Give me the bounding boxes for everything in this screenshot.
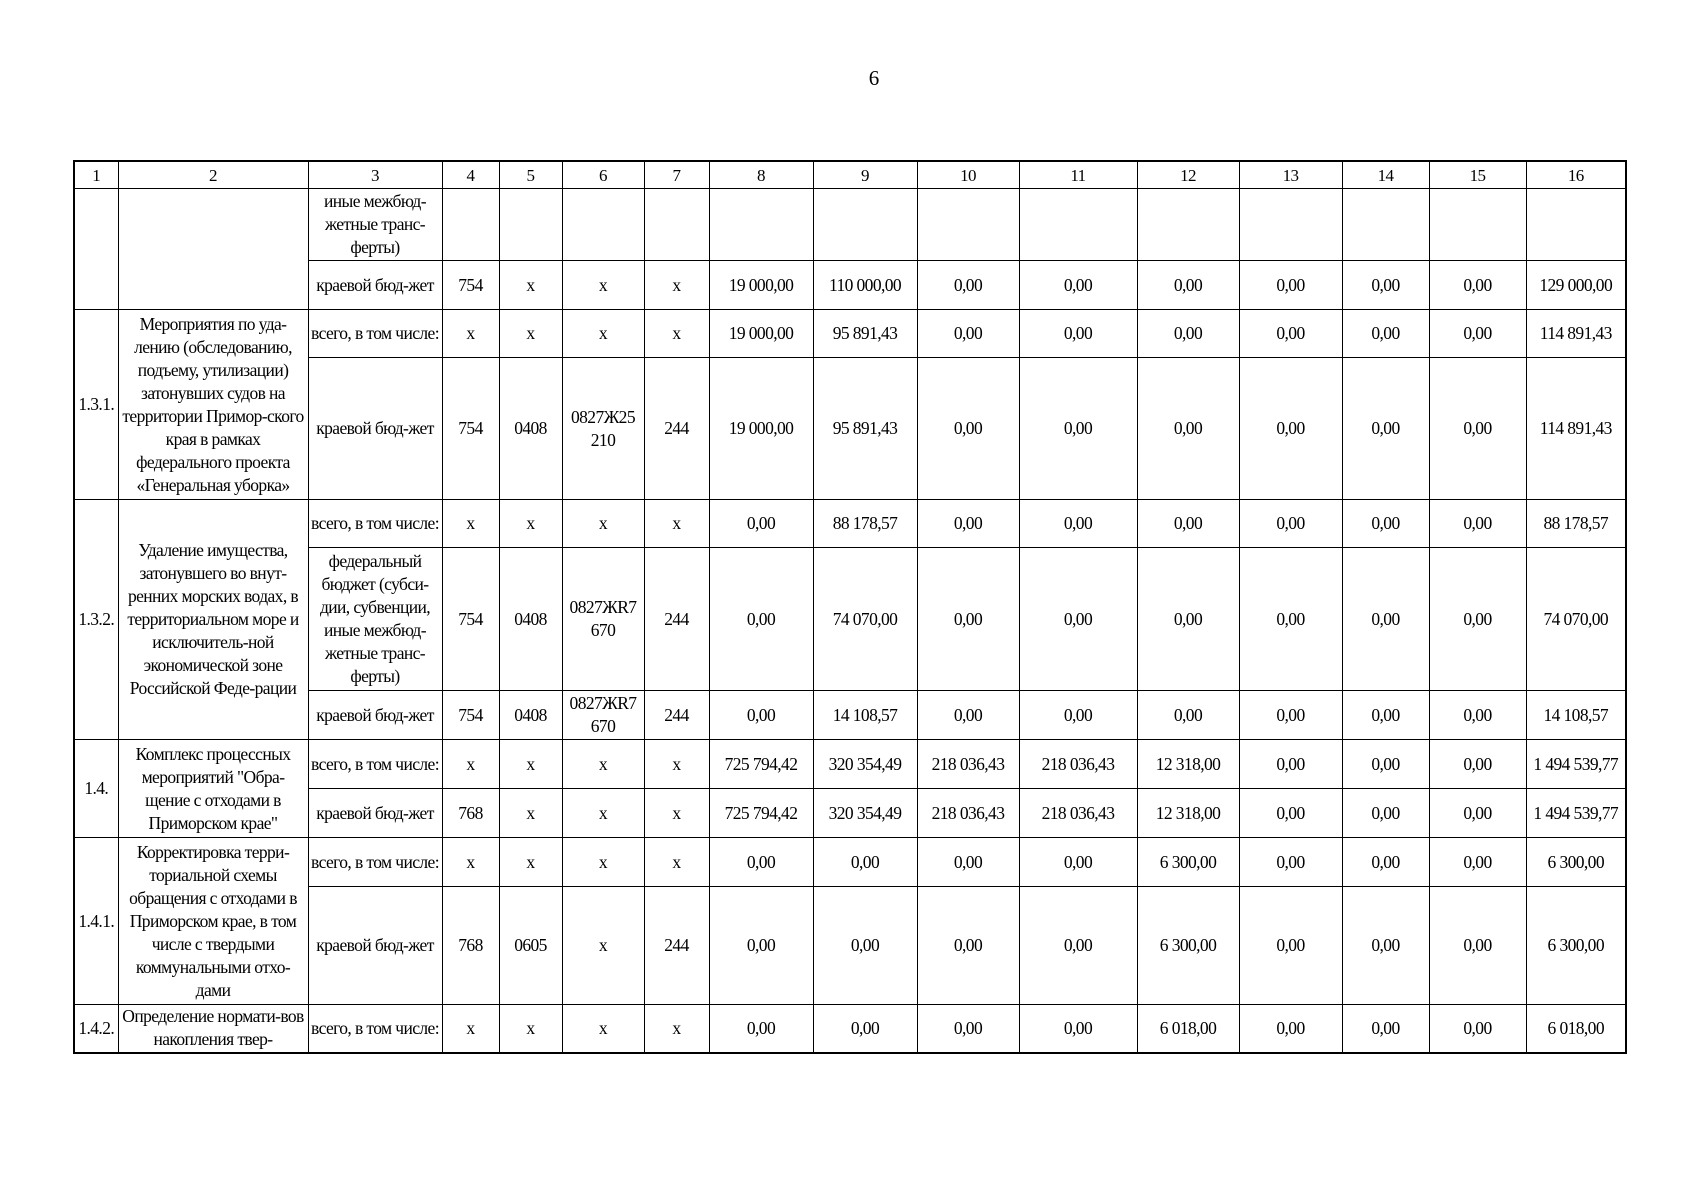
amount-cell: 0,00 (813, 887, 917, 1005)
amount-cell: 0,00 (1342, 500, 1429, 548)
cell-c7: 244 (644, 691, 709, 740)
amount-cell: 0,00 (1019, 691, 1137, 740)
item-name: Удаление имущества, затонувшего во внут-ренних морских водах, в территориальном море и исключитель-ной экономической зоне Российской Феде-рации (118, 500, 308, 740)
col-header: 3 (308, 161, 442, 189)
amount-cell: 6 018,00 (1137, 1005, 1239, 1053)
amount-cell: 110 000,00 (813, 261, 917, 310)
cell-c7: 244 (644, 548, 709, 691)
amount-cell: 114 891,43 (1526, 358, 1626, 500)
amount-cell: 14 108,57 (813, 691, 917, 740)
funding-source: краевой бюд-жет (308, 358, 442, 500)
amount-cell: 95 891,43 (813, 310, 917, 358)
amount-cell: 0,00 (917, 261, 1019, 310)
cell-c5: х (499, 261, 562, 310)
cell-c6: х (562, 740, 644, 789)
amount-cell: 218 036,43 (917, 740, 1019, 789)
cell-c6: х (562, 838, 644, 887)
amount-cell: 0,00 (1137, 548, 1239, 691)
cell-c7: х (644, 310, 709, 358)
amount-cell: 0,00 (1429, 887, 1526, 1005)
amount-cell: 0,00 (1137, 358, 1239, 500)
cell-c5: 0605 (499, 887, 562, 1005)
amount-cell: 0,00 (1239, 261, 1342, 310)
col-header: 11 (1019, 161, 1137, 189)
cell-c5: х (499, 838, 562, 887)
cell-c6: 0827Ж25 210 (562, 358, 644, 500)
amount-cell: 0,00 (1239, 500, 1342, 548)
cell-c5: х (499, 500, 562, 548)
item-number: 1.3.1. (74, 310, 118, 500)
budget-table (73, 160, 1627, 1054)
cell-c4: 768 (442, 887, 499, 1005)
cell-c4: 754 (442, 261, 499, 310)
amount-cell: 19 000,00 (709, 358, 813, 500)
amount-cell: 0,00 (1342, 310, 1429, 358)
col-header: 12 (1137, 161, 1239, 189)
cell-c5: х (499, 310, 562, 358)
cell-c4: 754 (442, 691, 499, 740)
cell-c7: х (644, 1005, 709, 1053)
item-number: 1.4.2. (74, 1005, 118, 1053)
cell-c5: 0408 (499, 548, 562, 691)
amount-cell: 0,00 (917, 310, 1019, 358)
amount-cell: 19 000,00 (709, 261, 813, 310)
cell-c5: х (499, 789, 562, 838)
cell-c6: х (562, 310, 644, 358)
amount-cell: 0,00 (1342, 887, 1429, 1005)
amount-cell: 95 891,43 (813, 358, 917, 500)
amount-cell: 6 300,00 (1137, 887, 1239, 1005)
cell-c4: 754 (442, 358, 499, 500)
amount-cell: 0,00 (709, 887, 813, 1005)
amount-cell: 129 000,00 (1526, 261, 1626, 310)
col-header: 7 (644, 161, 709, 189)
funding-source: всего, в том числе: (308, 838, 442, 887)
amount-cell: 6 300,00 (1526, 887, 1626, 1005)
cell-c7: х (644, 838, 709, 887)
cell-c6: х (562, 1005, 644, 1053)
funding-source: всего, в том числе: (308, 500, 442, 548)
amount-cell: 0,00 (709, 691, 813, 740)
amount-cell: 0,00 (917, 1005, 1019, 1053)
amount-cell: 0,00 (1239, 887, 1342, 1005)
table-row (74, 740, 1626, 789)
col-header: 10 (917, 161, 1019, 189)
col-header: 5 (499, 161, 562, 189)
amount-cell: 0,00 (1019, 1005, 1137, 1053)
table-row (74, 1005, 1626, 1053)
amount-cell: 0,00 (1342, 691, 1429, 740)
amount-cell: 218 036,43 (1019, 740, 1137, 789)
amount-cell: 0,00 (1342, 1005, 1429, 1053)
amount-cell: 0,00 (1019, 548, 1137, 691)
amount-cell: 0,00 (1342, 261, 1429, 310)
amount-cell: 1 494 539,77 (1526, 740, 1626, 789)
cell-c4: х (442, 310, 499, 358)
col-header: 4 (442, 161, 499, 189)
col-header: 8 (709, 161, 813, 189)
amount-cell: 74 070,00 (1526, 548, 1626, 691)
amount-cell: 0,00 (1429, 740, 1526, 789)
funding-source: всего, в том числе: (308, 740, 442, 789)
funding-source: всего, в том числе: (308, 310, 442, 358)
amount-cell: 0,00 (1239, 740, 1342, 789)
amount-cell: 12 318,00 (1137, 789, 1239, 838)
amount-cell: 0,00 (917, 838, 1019, 887)
amount-cell: 218 036,43 (917, 789, 1019, 838)
funding-source: краевой бюд-жет (308, 789, 442, 838)
amount-cell: 0,00 (917, 358, 1019, 500)
cell-c7: х (644, 740, 709, 789)
cell-c7: 244 (644, 358, 709, 500)
amount-cell: 0,00 (1429, 691, 1526, 740)
amount-cell: 0,00 (1429, 1005, 1526, 1053)
cell-c6: х (562, 500, 644, 548)
item-name (118, 189, 308, 310)
amount-cell: 0,00 (1429, 310, 1526, 358)
col-header: 16 (1526, 161, 1626, 189)
item-number: 1.4. (74, 740, 118, 838)
amount-cell: 114 891,43 (1526, 310, 1626, 358)
col-header: 15 (1429, 161, 1526, 189)
amount-cell: 0,00 (1239, 548, 1342, 691)
cell-c6: х (562, 261, 644, 310)
amount-cell: 0,00 (709, 548, 813, 691)
funding-source: всего, в том числе: (308, 1005, 442, 1053)
amount-cell: 0,00 (709, 500, 813, 548)
cell-c7: 244 (644, 887, 709, 1005)
amount-cell: 0,00 (1239, 358, 1342, 500)
amount-cell: 0,00 (1137, 261, 1239, 310)
col-header: 9 (813, 161, 917, 189)
cell-c4: 768 (442, 789, 499, 838)
cell-c4: х (442, 838, 499, 887)
col-header: 1 (74, 161, 118, 189)
cell-c6: х (562, 789, 644, 838)
amount-cell: 0,00 (917, 500, 1019, 548)
funding-source: краевой бюд-жет (308, 887, 442, 1005)
amount-cell: 725 794,42 (709, 789, 813, 838)
col-header: 6 (562, 161, 644, 189)
table-row (74, 189, 1626, 261)
cell-c7: х (644, 789, 709, 838)
amount-cell: 0,00 (917, 691, 1019, 740)
table-row (74, 838, 1626, 887)
col-header: 14 (1342, 161, 1429, 189)
cell-c6: х (562, 887, 644, 1005)
amount-cell: 0,00 (1019, 887, 1137, 1005)
item-name: Корректировка терри-ториальной схемы обращения с отходами в Приморском крае, в том числе с твердыми коммунальными отхо-дами (118, 838, 308, 1005)
amount-cell: 725 794,42 (709, 740, 813, 789)
cell-c5: х (499, 1005, 562, 1053)
cell-c7: х (644, 500, 709, 548)
page-number: 6 (868, 66, 880, 90)
item-number: 1.4.1. (74, 838, 118, 1005)
amount-cell: 1 494 539,77 (1526, 789, 1626, 838)
amount-cell: 218 036,43 (1019, 789, 1137, 838)
amount-cell: 6 300,00 (1137, 838, 1239, 887)
amount-cell: 14 108,57 (1526, 691, 1626, 740)
amount-cell: 0,00 (1429, 548, 1526, 691)
cell-c5: х (499, 740, 562, 789)
amount-cell: 0,00 (709, 1005, 813, 1053)
funding-source: федеральный бюджет (субси-дии, субвенции, иные межбюд-жетные транс-ферты) (308, 548, 442, 691)
cell-c5: 0408 (499, 691, 562, 740)
amount-cell: 0,00 (1019, 838, 1137, 887)
item-number: 1.3.2. (74, 500, 118, 740)
amount-cell: 0,00 (1019, 261, 1137, 310)
item-name: Мероприятия по уда-лению (обследованию, подъему, утилизации) затонувших судов на территории Примор-ского края в рамках федерального проекта «Генеральная уборка» (118, 310, 308, 500)
amount-cell: 0,00 (1019, 310, 1137, 358)
amount-cell: 88 178,57 (813, 500, 917, 548)
amount-cell: 0,00 (1239, 838, 1342, 887)
cell-c4: 754 (442, 548, 499, 691)
amount-cell: 0,00 (1342, 838, 1429, 887)
amount-cell: 12 318,00 (1137, 740, 1239, 789)
amount-cell: 0,00 (1342, 740, 1429, 789)
amount-cell: 0,00 (1342, 548, 1429, 691)
amount-cell: 0,00 (813, 838, 917, 887)
header-row (74, 161, 1626, 189)
amount-cell: 0,00 (1137, 691, 1239, 740)
item-name: Комплекс процессных мероприятий "Обра-щение с отходами в Приморском крае" (118, 740, 308, 838)
amount-cell: 0,00 (1342, 789, 1429, 838)
amount-cell: 0,00 (1429, 261, 1526, 310)
table-row (74, 500, 1626, 548)
amount-cell: 0,00 (1019, 500, 1137, 548)
col-header: 13 (1239, 161, 1342, 189)
amount-cell: 6 018,00 (1526, 1005, 1626, 1053)
amount-cell: 0,00 (917, 887, 1019, 1005)
funding-source: краевой бюд-жет (308, 691, 442, 740)
amount-cell: 0,00 (1239, 691, 1342, 740)
amount-cell: 0,00 (1137, 500, 1239, 548)
amount-cell: 0,00 (1429, 500, 1526, 548)
table-row (74, 310, 1626, 358)
amount-cell: 320 354,49 (813, 740, 917, 789)
item-number (74, 189, 118, 310)
amount-cell: 0,00 (1019, 358, 1137, 500)
amount-cell: 0,00 (1239, 310, 1342, 358)
cell-c7: х (644, 261, 709, 310)
amount-cell: 0,00 (709, 838, 813, 887)
amount-cell: 0,00 (1239, 1005, 1342, 1053)
item-name: Определение нормати-вов накопления твер- (118, 1005, 308, 1053)
cell-c6: 0827ЖR7 670 (562, 691, 644, 740)
cell-c4: х (442, 1005, 499, 1053)
amount-cell: 0,00 (1429, 838, 1526, 887)
col-header: 2 (118, 161, 308, 189)
amount-cell: 88 178,57 (1526, 500, 1626, 548)
cell-c5: 0408 (499, 358, 562, 500)
amount-cell: 6 300,00 (1526, 838, 1626, 887)
funding-source: краевой бюд-жет (308, 261, 442, 310)
amount-cell: 320 354,49 (813, 789, 917, 838)
cell-c6: 0827ЖR7 670 (562, 548, 644, 691)
amount-cell: 0,00 (1239, 789, 1342, 838)
cell-c4: х (442, 500, 499, 548)
funding-source: иные межбюд-жетные транс-ферты) (308, 189, 442, 261)
amount-cell: 0,00 (1429, 789, 1526, 838)
amount-cell: 74 070,00 (813, 548, 917, 691)
amount-cell: 0,00 (1342, 358, 1429, 500)
amount-cell: 0,00 (1137, 310, 1239, 358)
amount-cell: 0,00 (1429, 358, 1526, 500)
amount-cell: 0,00 (917, 548, 1019, 691)
amount-cell: 19 000,00 (709, 310, 813, 358)
cell-c4: х (442, 740, 499, 789)
amount-cell: 0,00 (813, 1005, 917, 1053)
